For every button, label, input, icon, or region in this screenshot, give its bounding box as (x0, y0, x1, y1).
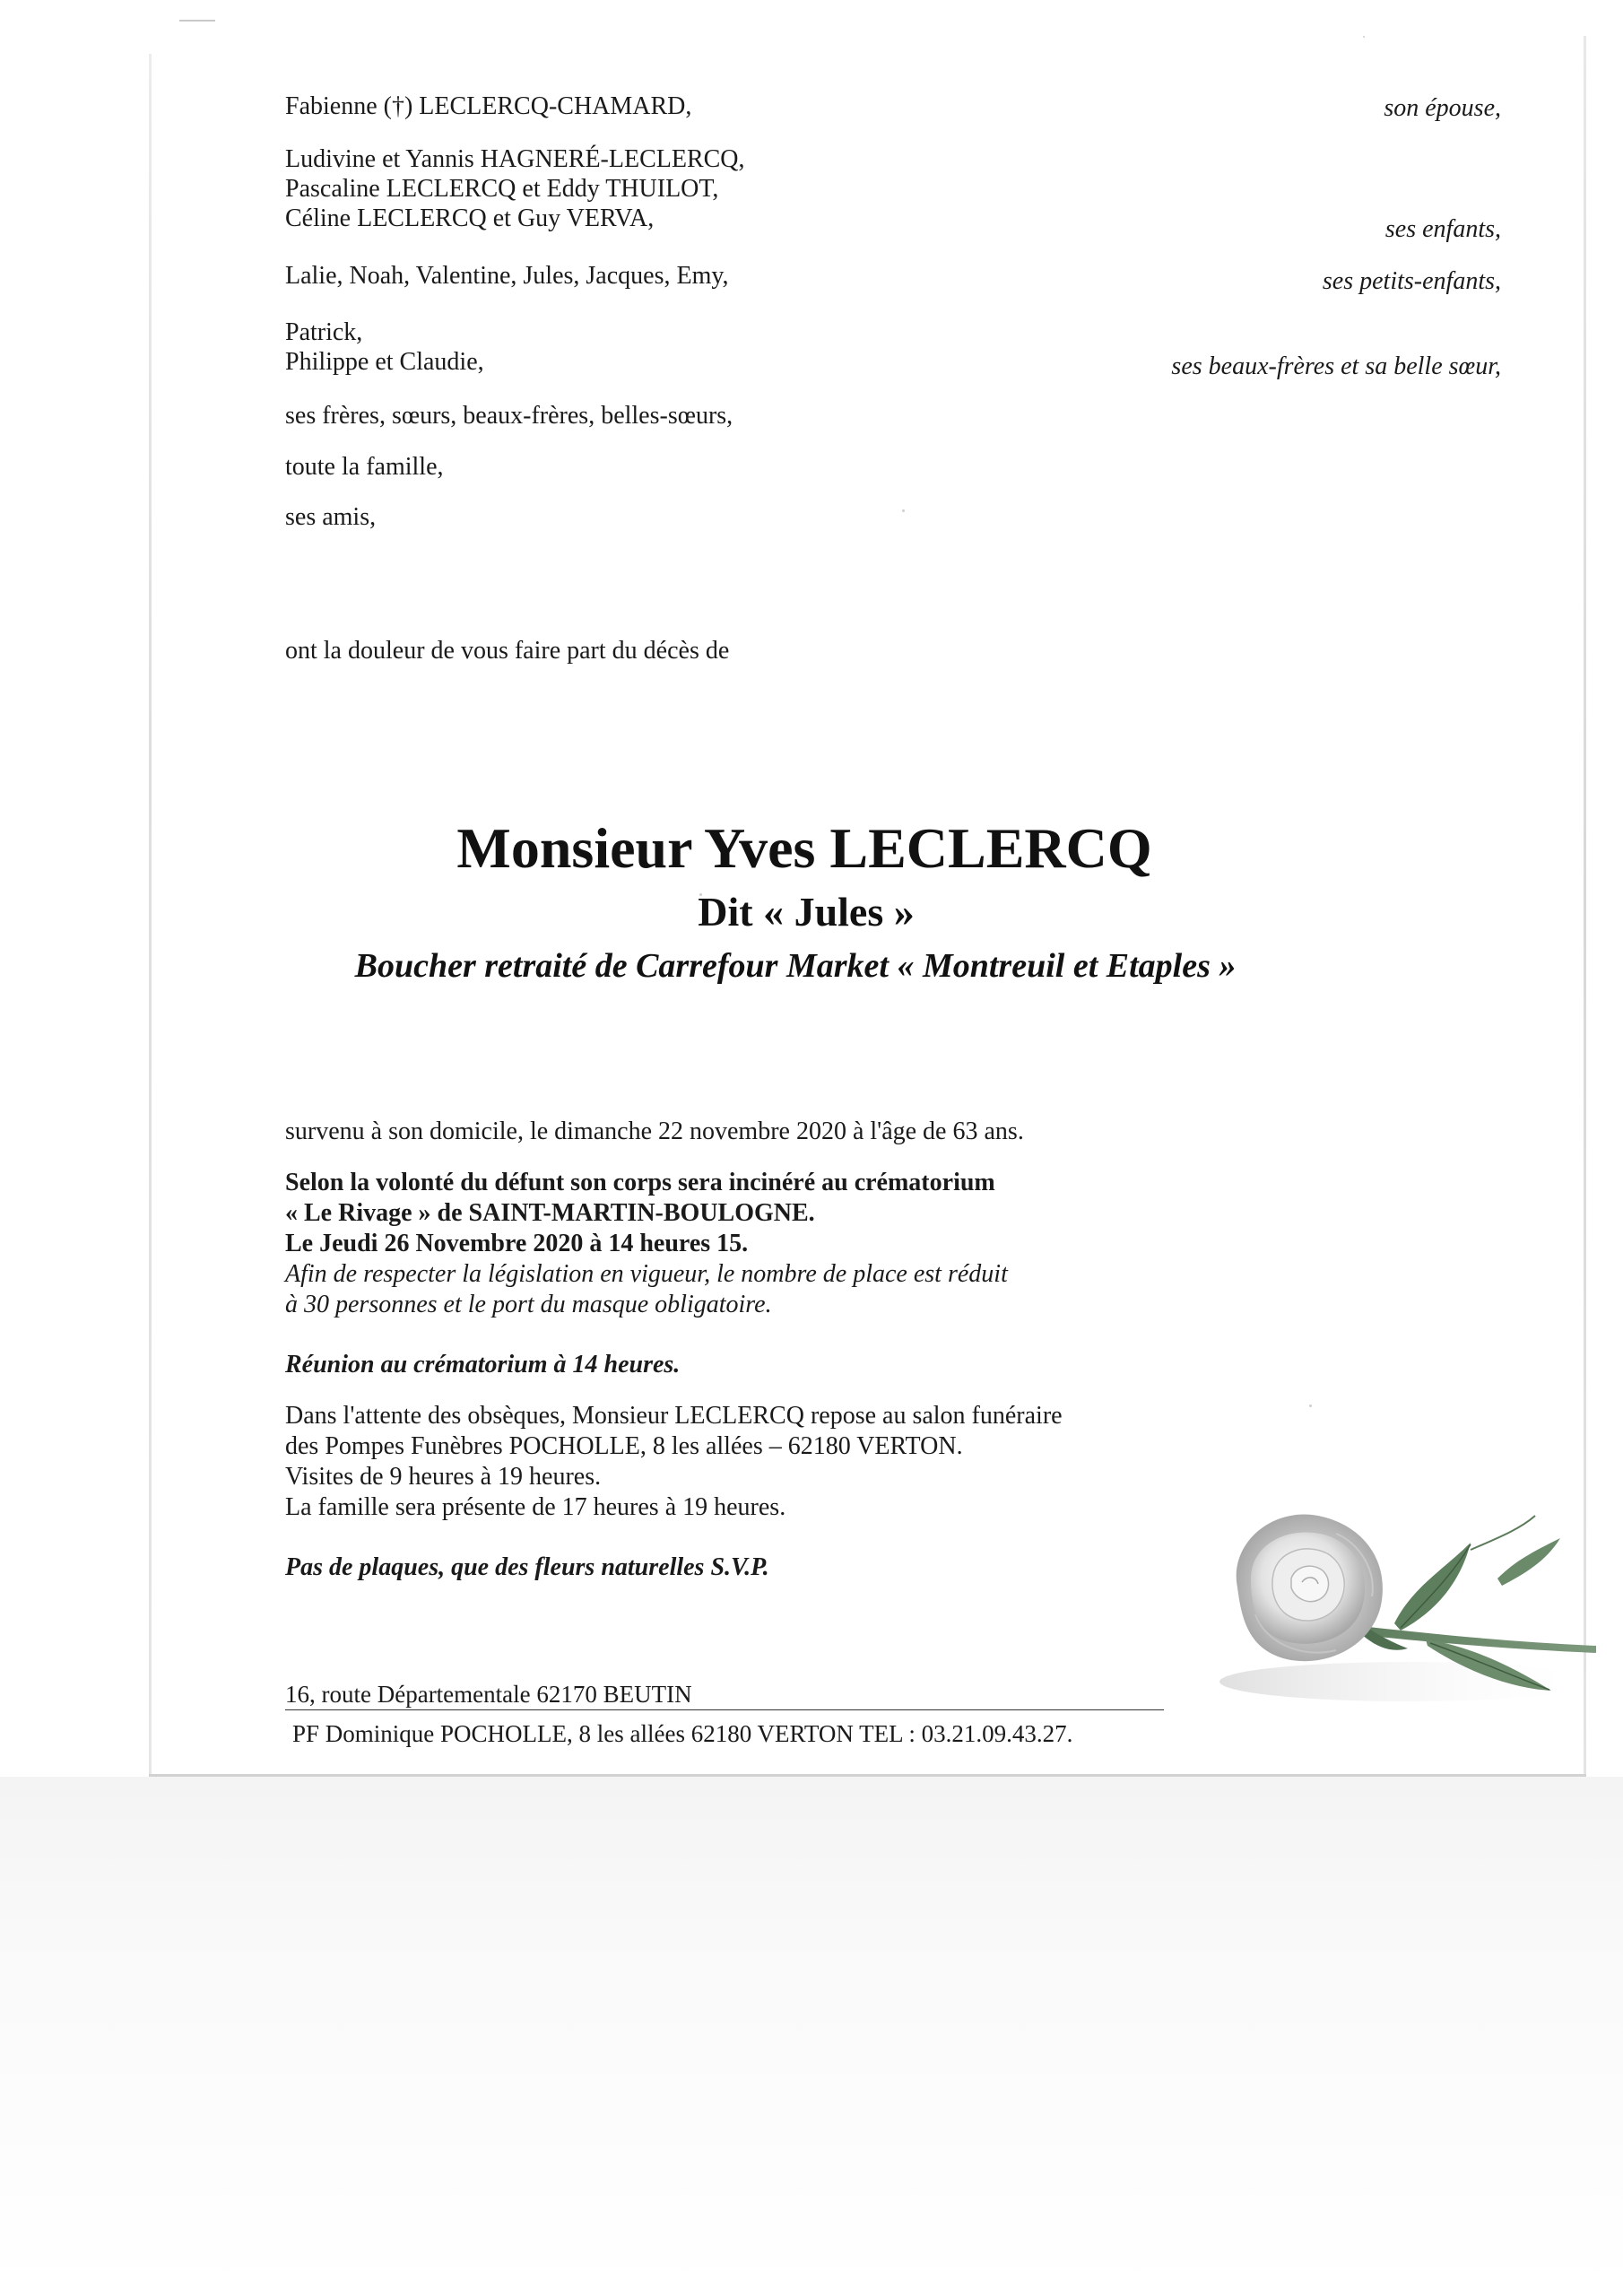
covid-notice-1: Afin de respecter la législation en vigueur, le nombre de place est réduit (285, 1260, 1008, 1288)
deceased-nickname: Dit « Jules » (698, 889, 915, 935)
scan-speck (1309, 1405, 1312, 1407)
cremation-line-3: Le Jeudi 26 Novembre 2020 à 14 heures 15. (285, 1230, 749, 1257)
flowers-notice: Pas de plaques, que des fleurs naturelles S.V.P. (285, 1553, 769, 1581)
family-friends: ses amis, (285, 503, 377, 531)
family-grandchildren: Lalie, Noah, Valentine, Jules, Jacques, Emy, (285, 262, 729, 290)
deceased-occupation: Boucher retraité de Carrefour Market « Montreuil et Etaples » (354, 947, 1237, 985)
scan-edge (179, 20, 215, 22)
family-child-2: Pascaline LECLERCQ et Eddy THUILOT, (285, 175, 719, 203)
cremation-line-2: « Le Rivage » de SAINT-MARTIN-BOULOGNE. (285, 1199, 815, 1227)
footer-address: 16, route Départementale 62170 BEUTIN (285, 1681, 692, 1708)
family-children-role: ses enfants, (1384, 215, 1501, 243)
viewing-line-1: Dans l'attente des obsèques, Monsieur LECLERCQ repose au salon funéraire (285, 1402, 1063, 1430)
death-notice: survenu à son domicile, le dimanche 22 novembre 2020 à l'âge de 63 ans. (285, 1118, 1024, 1145)
viewing-line-2: des Pompes Funèbres POCHOLLE, 8 les allées – 62180 VERTON. (285, 1432, 963, 1460)
family-child-3: Céline LECLERCQ et Guy VERVA, (285, 204, 655, 232)
viewing-line-3: Visites de 9 heures à 19 heures. (285, 1463, 602, 1491)
footer-rule (285, 1709, 1164, 1710)
scan-background (0, 1777, 1623, 2296)
family-spouse: Fabienne (†) LECLERCQ-CHAMARD, (285, 92, 692, 120)
family-spouse-role: son épouse, (1384, 94, 1501, 122)
white-rose-icon (1202, 1489, 1596, 1722)
family-sibling-1: Patrick, (285, 318, 363, 346)
family-all: toute la famille, (285, 453, 444, 481)
covid-notice-2: à 30 personnes et le port du masque obligatoire. (285, 1291, 772, 1318)
family-child-1: Ludivine et Yannis HAGNERÉ-LECLERCQ, (285, 145, 745, 173)
scan-speck (902, 509, 905, 512)
footer-funeral-home: PF Dominique POCHOLLE, 8 les allées 62180 VERTON TEL : 03.21.09.43.27. (292, 1720, 1073, 1747)
family-siblings-role: ses beaux-frères et sa belle sœur, (1171, 352, 1501, 380)
scan-speck (1363, 36, 1365, 38)
family-sibling-2: Philippe et Claudie, (285, 348, 484, 376)
family-grandchildren-role: ses petits-enfants, (1322, 267, 1501, 295)
announcement-text: ont la douleur de vous faire part du décès de (285, 637, 730, 665)
meeting-notice: Réunion au crématorium à 14 heures. (285, 1351, 681, 1378)
viewing-line-4: La famille sera présente de 17 heures à 19 heures. (285, 1493, 786, 1521)
deceased-name: Monsieur Yves LECLERCQ (456, 816, 1152, 880)
cremation-line-1: Selon la volonté du défunt son corps sera incinéré au crématorium (285, 1169, 995, 1196)
family-extended: ses frères, sœurs, beaux-frères, belles-sœurs, (285, 402, 733, 430)
